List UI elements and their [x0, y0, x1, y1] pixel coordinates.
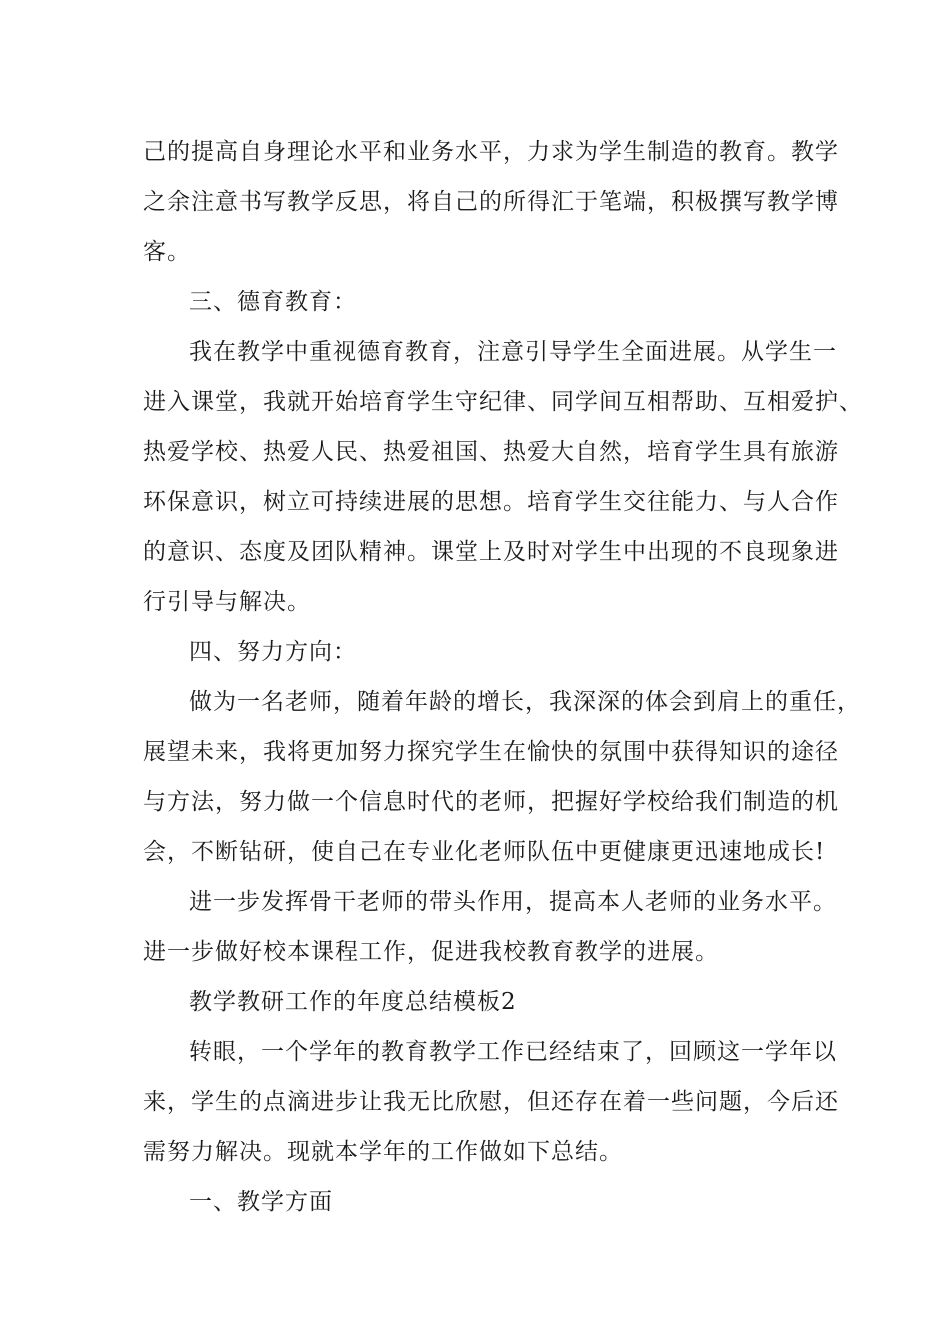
text-line: 做为一名老师，随着年龄的增长，我深深的体会到肩上的重任，: [189, 689, 861, 715]
text-line: 进一步发挥骨干老师的带头作用，提高本人老师的业务水平。: [189, 889, 837, 915]
text-line: 转眼，一个学年的教育教学工作已经结束了，回顾这一学年以: [189, 1039, 837, 1065]
title-text: 教学教研工作的年度总结模板2: [189, 989, 517, 1015]
paragraph-continuation: [143, 127, 839, 277]
text-line: 会，不断钻研，使自己在专业化老师队伍中更健康更迅速地成长!: [143, 839, 826, 865]
text-line: 我在教学中重视德育教育，注意引导学生全面进展。从学生一: [189, 339, 837, 365]
text-line: 行引导与解决。: [143, 589, 311, 615]
paragraph-year-review: [143, 1027, 839, 1177]
paragraph-moral-education: [143, 327, 863, 627]
section-heading-effort-direction: [143, 627, 833, 677]
text-line: 展望未来，我将更加努力探究学生在愉快的氛围中获得知识的途径: [143, 739, 839, 765]
heading-text: 一、教学方面: [189, 1189, 333, 1215]
text-line: 进入课堂，我就开始培育学生守纪律、同学间互相帮助、互相爱护、: [143, 389, 863, 415]
section-heading-moral-education: [143, 277, 833, 327]
section-heading-teaching: [143, 1177, 833, 1227]
text-line: 客。: [143, 239, 191, 265]
text-line: 与方法，努力做一个信息时代的老师，把握好学校给我们制造的机: [143, 789, 839, 815]
heading-text: 四、努力方向：: [189, 639, 357, 665]
text-line: 热爱学校、热爱人民、热爱祖国、热爱大自然，培育学生具有旅游: [143, 439, 839, 465]
text-line: 己的提高自身理论水平和业务水平，力求为学生制造的教育。教学: [143, 139, 839, 165]
paragraph-backbone-teacher: [143, 877, 837, 977]
section-title-template-2: [143, 977, 833, 1027]
text-line: 环保意识，树立可持续进展的思想。培育学生交往能力、与人合作: [143, 489, 839, 515]
text-line: 来，学生的点滴进步让我无比欣慰，但还存在着一些问题，今后还: [143, 1089, 839, 1115]
text-line: 进一步做好校本课程工作，促进我校教育教学的进展。: [143, 939, 719, 965]
paragraph-effort-direction: [143, 677, 861, 877]
heading-text: 三、德育教育：: [189, 289, 357, 315]
text-line: 的意识、态度及团队精神。课堂上及时对学生中出现的不良现象进: [143, 539, 839, 565]
text-line: 需努力解决。现就本学年的工作做如下总结。: [143, 1139, 623, 1165]
text-line: 之余注意书写教学反思，将自己的所得汇于笔端，积极撰写教学博: [143, 189, 839, 215]
